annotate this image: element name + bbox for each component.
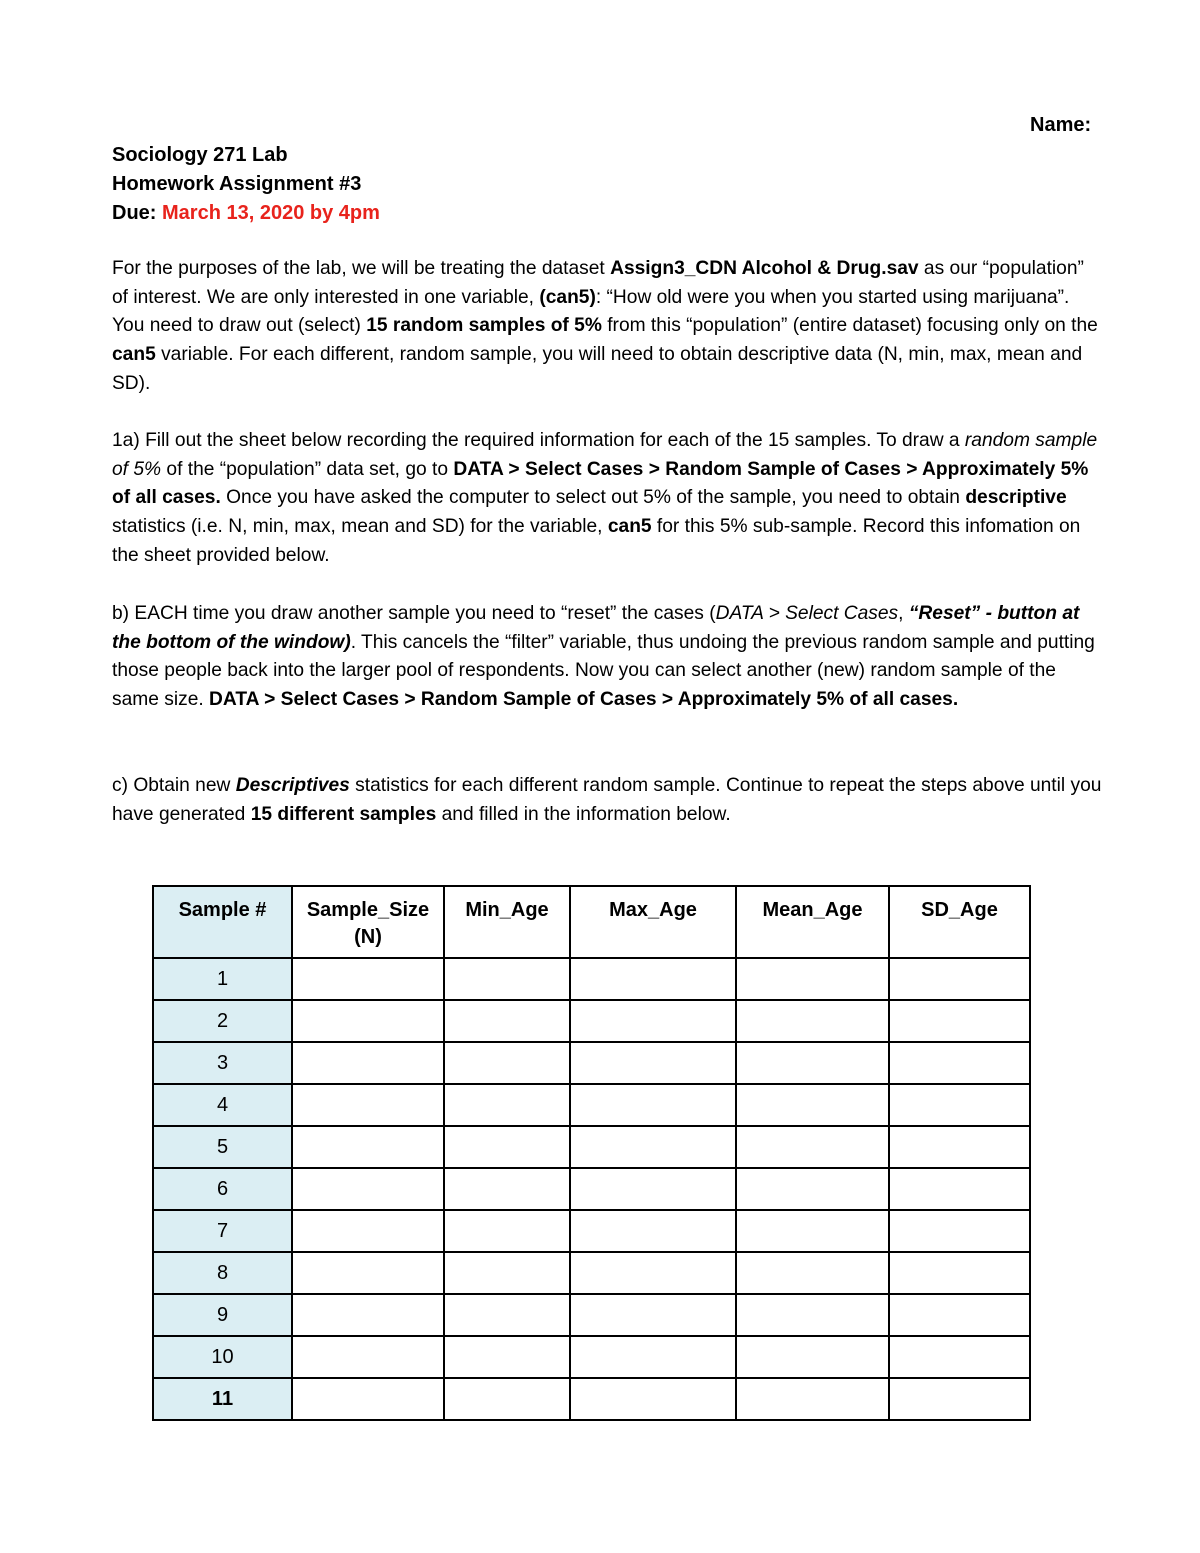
- due-line: [112, 199, 380, 228]
- text: For the purposes of the lab, we will be treating the dataset: [112, 258, 611, 279]
- sample-number: 8: [153, 1252, 292, 1294]
- mean-age-cell[interactable]: [736, 1336, 889, 1378]
- sample-size-cell[interactable]: [292, 1168, 444, 1210]
- min-age-cell[interactable]: [444, 1252, 570, 1294]
- sd-age-cell[interactable]: [889, 1084, 1030, 1126]
- table-row: [153, 1336, 1030, 1378]
- max-age-cell[interactable]: [570, 1210, 736, 1252]
- instruction-b: [112, 600, 1102, 715]
- reset-note: “Reset” - button at the bottom of the window): [112, 603, 1080, 653]
- mean-age-cell[interactable]: [736, 1210, 889, 1252]
- sample-number: 4: [153, 1084, 292, 1126]
- min-age-cell[interactable]: [444, 1084, 570, 1126]
- table-row: [153, 1294, 1030, 1336]
- max-age-cell[interactable]: [570, 1294, 736, 1336]
- min-age-cell[interactable]: [444, 1042, 570, 1084]
- mean-age-cell[interactable]: [736, 1378, 889, 1420]
- column-header: Mean_Age: [736, 886, 889, 958]
- max-age-cell[interactable]: [570, 1336, 736, 1378]
- max-age-cell[interactable]: [570, 1084, 736, 1126]
- variable-name: can5: [112, 344, 156, 366]
- text: ,: [898, 603, 909, 624]
- text: 1a) Fill out the sheet below recording the required information for each of the 15 samples. To draw a: [112, 430, 965, 451]
- table-row: [153, 1378, 1030, 1420]
- sample-number: 3: [153, 1042, 292, 1084]
- sample-number: 1: [153, 958, 292, 1000]
- text: b) EACH time you draw another sample you need to “reset” the cases (: [112, 603, 716, 624]
- table-row: [153, 1168, 1030, 1210]
- min-age-cell[interactable]: [444, 1168, 570, 1210]
- sd-age-cell[interactable]: [889, 958, 1030, 1000]
- min-age-cell[interactable]: [444, 1000, 570, 1042]
- min-age-cell[interactable]: [444, 958, 570, 1000]
- sd-age-cell[interactable]: [889, 1252, 1030, 1294]
- sample-number: 7: [153, 1210, 292, 1252]
- column-header: Max_Age: [570, 886, 736, 958]
- text: . This cancels the “filter” variable, thus undoing the previous random sample and putting those people back into the larger pool of respondents. Now you can select another (new) random sample of the same size.: [112, 631, 1095, 711]
- emphasis: 15 different samples: [250, 803, 437, 825]
- max-age-cell[interactable]: [570, 1168, 736, 1210]
- mean-age-cell[interactable]: [736, 1252, 889, 1294]
- sample-number: 9: [153, 1294, 292, 1336]
- mean-age-cell[interactable]: [736, 1168, 889, 1210]
- text: c) Obtain new: [112, 775, 236, 796]
- table-row: [153, 958, 1030, 1000]
- mean-age-cell[interactable]: [736, 1000, 889, 1042]
- menu-path: DATA > Select Cases: [715, 603, 899, 624]
- text: Once you have asked the computer to select out 5% of the sample, you need to obtain: [220, 487, 966, 509]
- sample-size-cell[interactable]: [292, 1210, 444, 1252]
- min-age-cell[interactable]: [444, 1336, 570, 1378]
- intro-paragraph: [112, 255, 1102, 399]
- variable-name: can5: [607, 516, 652, 538]
- sample-size-cell[interactable]: [292, 1252, 444, 1294]
- due-date: March 13, 2020 by 4pm: [162, 202, 380, 224]
- emphasis: Descriptives: [235, 775, 350, 796]
- menu-path: DATA > Select Cases > Random Sample of Cases > Approximately 5% of all cases.: [209, 689, 959, 711]
- text: statistics (i.e. N, min, max, mean and SD) for the variable,: [112, 516, 608, 538]
- sample-size-cell[interactable]: [292, 1000, 444, 1042]
- sd-age-cell[interactable]: [889, 1042, 1030, 1084]
- max-age-cell[interactable]: [570, 1042, 736, 1084]
- max-age-cell[interactable]: [570, 1252, 736, 1294]
- mean-age-cell[interactable]: [736, 958, 889, 1000]
- min-age-cell[interactable]: [444, 1210, 570, 1252]
- name-label: Name:: [1030, 114, 1092, 136]
- table-row: [153, 1042, 1030, 1084]
- table-row: [153, 1000, 1030, 1042]
- sample-size-cell[interactable]: [292, 1042, 444, 1084]
- text: and filled in the information below.: [436, 803, 731, 825]
- table-row: [153, 1210, 1030, 1252]
- document-header: [112, 141, 380, 228]
- dataset-name: Assign3_CDN Alcohol & Drug.sav: [610, 258, 919, 279]
- sd-age-cell[interactable]: [889, 1336, 1030, 1378]
- sample-size-cell[interactable]: [292, 1126, 444, 1168]
- column-header: [292, 886, 444, 958]
- min-age-cell[interactable]: [444, 1294, 570, 1336]
- mean-age-cell[interactable]: [736, 1042, 889, 1084]
- column-header-text: Sample_Size (N): [306, 899, 430, 948]
- emphasis: random sample of 5%: [112, 430, 1098, 480]
- mean-age-cell[interactable]: [736, 1294, 889, 1336]
- text: for this 5% sub-sample. Record this infomation on the sheet provided below.: [112, 516, 1081, 566]
- text: of the “population” data set, go to: [161, 458, 454, 480]
- due-label: Due:: [112, 202, 157, 224]
- sd-age-cell[interactable]: [889, 1378, 1030, 1420]
- column-header: SD_Age: [889, 886, 1030, 958]
- mean-age-cell[interactable]: [736, 1126, 889, 1168]
- sample-number: 6: [153, 1168, 292, 1210]
- sample-size-cell[interactable]: [292, 958, 444, 1000]
- min-age-cell[interactable]: [444, 1378, 570, 1420]
- column-header: Sample #: [153, 886, 292, 958]
- table-row: [153, 1252, 1030, 1294]
- text: statistics for each different random sample. Continue to repeat the steps above until you have generated: [112, 775, 1102, 825]
- menu-path: DATA > Select Cases > Random Sample of Cases > Approximately 5% of all cases.: [112, 458, 1089, 509]
- sd-age-cell[interactable]: [889, 1168, 1030, 1210]
- max-age-cell[interactable]: [570, 958, 736, 1000]
- max-age-cell[interactable]: [570, 1126, 736, 1168]
- text: variable. For each different, random sample, you will need to obtain descriptive data (N, min, max, mean and SD).: [112, 344, 1083, 394]
- min-age-cell[interactable]: [444, 1126, 570, 1168]
- samples-table: [152, 885, 1031, 1421]
- max-age-cell[interactable]: [570, 1000, 736, 1042]
- sample-number: 10: [153, 1336, 292, 1378]
- table-header-row: [153, 886, 1030, 958]
- table-row: [153, 1126, 1030, 1168]
- instruction-1a: [112, 427, 1102, 571]
- table-row: [153, 1084, 1030, 1126]
- sample-count: 15 random samples of 5%: [366, 315, 602, 337]
- max-age-cell[interactable]: [570, 1378, 736, 1420]
- sample-number: 11: [153, 1378, 292, 1420]
- course-title: Sociology 271 Lab: [112, 144, 288, 166]
- sd-age-cell[interactable]: [889, 1210, 1030, 1252]
- sd-age-cell[interactable]: [889, 1126, 1030, 1168]
- text: : “How old were you when you started using marijuana”. You need to draw out (select): [112, 286, 1070, 337]
- sample-number: 2: [153, 1000, 292, 1042]
- assignment-title: Homework Assignment #3: [112, 173, 362, 195]
- sample-size-cell[interactable]: [292, 1336, 444, 1378]
- sample-size-cell[interactable]: [292, 1294, 444, 1336]
- sd-age-cell[interactable]: [889, 1000, 1030, 1042]
- sample-size-cell[interactable]: [292, 1378, 444, 1420]
- instruction-c: [112, 772, 1102, 829]
- text: as our “population” of interest. We are only interested in one variable,: [112, 258, 1084, 308]
- column-header: Min_Age: [444, 886, 570, 958]
- sd-age-cell[interactable]: [889, 1294, 1030, 1336]
- sample-size-cell[interactable]: [292, 1084, 444, 1126]
- mean-age-cell[interactable]: [736, 1084, 889, 1126]
- text: from this “population” (entire dataset) focusing only on the: [601, 315, 1098, 337]
- sample-number: 5: [153, 1126, 292, 1168]
- emphasis: descriptive: [965, 487, 1067, 509]
- variable-name: (can5): [539, 286, 596, 308]
